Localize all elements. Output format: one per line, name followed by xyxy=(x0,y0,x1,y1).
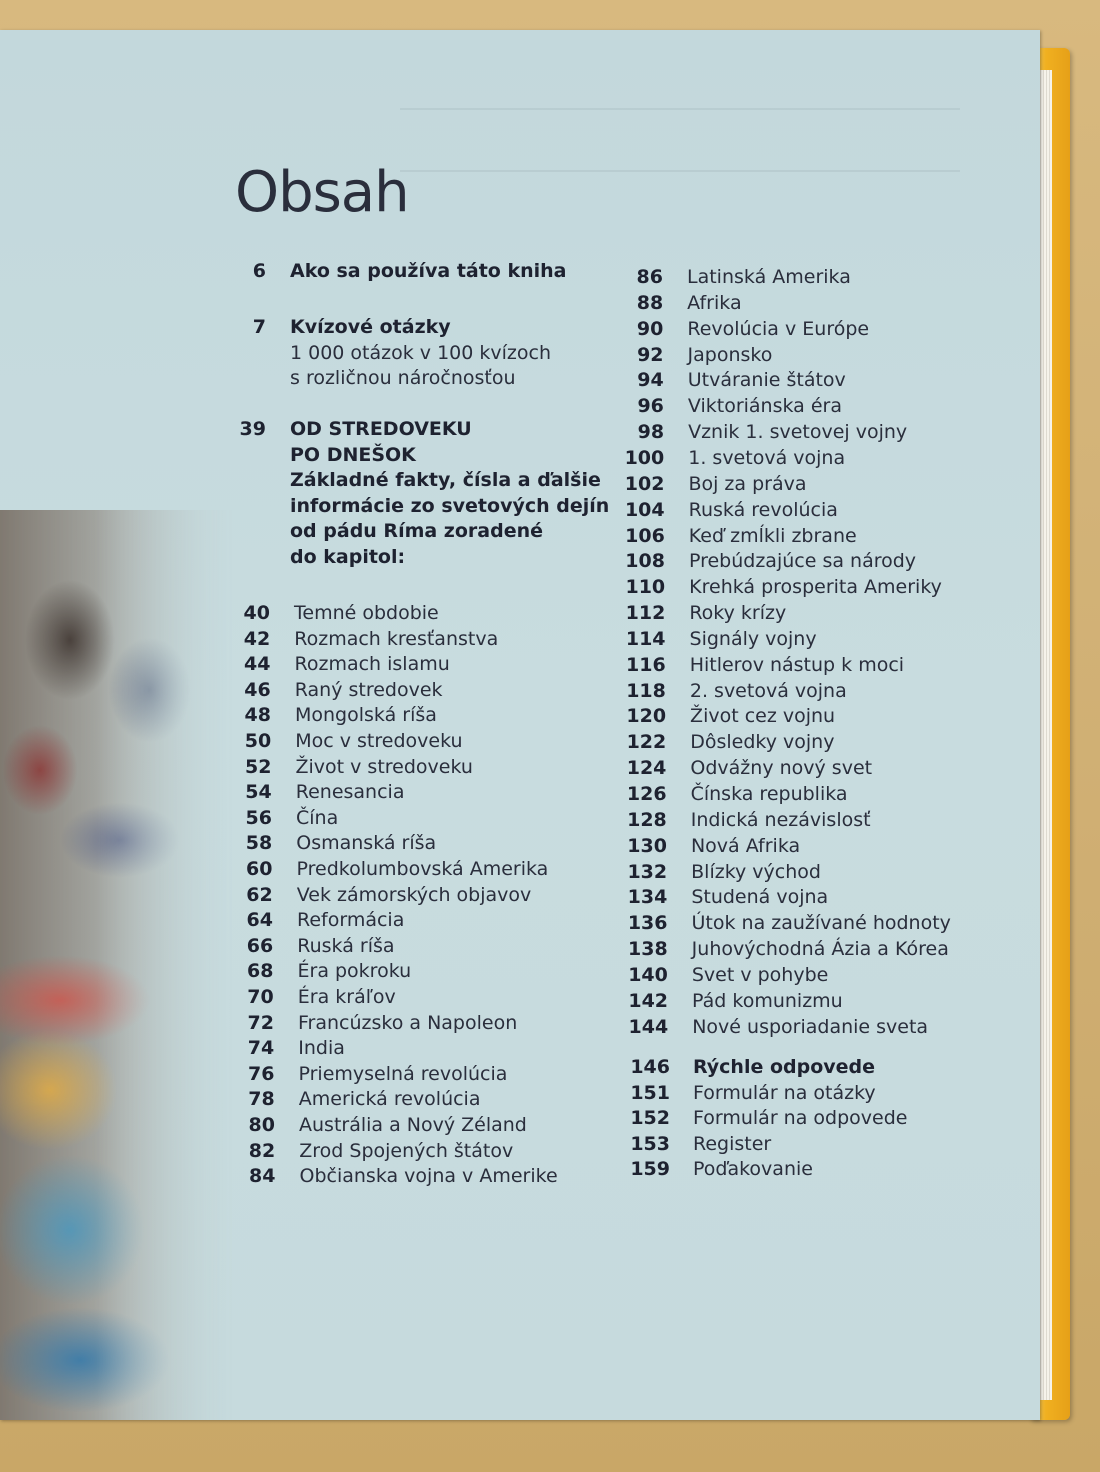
toc-entry-label: Viktoriánska éra xyxy=(687,395,842,418)
toc-entry-label: 1. svetová vojna xyxy=(688,446,846,469)
toc-page-number: 159 xyxy=(630,1158,670,1181)
toc-entry-label: Svet v pohybe xyxy=(691,963,829,986)
toc-entry-label: Rozmach islamu xyxy=(294,653,450,676)
toc-page-number: 80 xyxy=(248,1114,275,1136)
toc-entry-label: Revolúcia v Európe xyxy=(687,317,870,340)
toc-entry-label: PO DNEŠOK xyxy=(290,443,416,466)
toc-page-number: 70 xyxy=(247,986,274,1008)
toc-entry-label: Hitlerov nástup k moci xyxy=(689,653,905,676)
toc-entry-label: OD STREDOVEKU xyxy=(290,418,472,440)
toc-page-number: 108 xyxy=(625,550,665,573)
toc-page-number: 151 xyxy=(630,1081,670,1104)
toc-page-number: 62 xyxy=(246,883,273,906)
toc-page-number: 128 xyxy=(627,808,667,831)
toc-entry-label: Život v stredoveku xyxy=(295,755,473,778)
toc-page-number: 7 xyxy=(252,316,266,338)
toc-entry-label: Občianska vojna v Amerike xyxy=(299,1165,558,1188)
toc-entry-label: Americká revolúcia xyxy=(298,1088,481,1111)
toc-page-number: 39 xyxy=(239,418,266,440)
toc-page-number: 152 xyxy=(630,1107,670,1130)
toc-entry-label: Pád komunizmu xyxy=(692,989,843,1012)
toc-entry-label: Predkolumbovská Amerika xyxy=(296,858,549,880)
toc-entry-label: Nová Afrika xyxy=(690,834,801,857)
toc-page-number: 136 xyxy=(627,912,668,935)
toc-entry-label: Ako sa používa táto kniha xyxy=(290,260,567,282)
toc-page-number: 46 xyxy=(244,678,271,701)
toc-page-number: 118 xyxy=(626,679,666,702)
toc-page-number: 68 xyxy=(247,960,274,983)
toc-entry-label: Vek zámorských objavov xyxy=(296,883,532,906)
toc-page-number: 88 xyxy=(636,291,664,314)
toc-entry-label: Afrika xyxy=(687,291,742,314)
toc-page-number: 134 xyxy=(627,886,668,909)
toc-page-number: 50 xyxy=(244,730,272,752)
toc-page-number: 114 xyxy=(625,627,666,650)
toc-entry-label: Priemyselná revolúcia xyxy=(298,1062,508,1085)
toc-entry-label: India xyxy=(298,1037,345,1060)
toc-page-number: 76 xyxy=(248,1062,275,1085)
toc-entry-label: Raný stredovek xyxy=(294,678,443,701)
toc-entry-label: 1 000 otázok v 100 kvízoch xyxy=(290,341,551,364)
toc-entry-label: Čína xyxy=(296,806,339,829)
toc-page-number: 144 xyxy=(628,1015,669,1038)
toc-entry-label: Formulár na otázky xyxy=(693,1081,876,1104)
toc-page-number: 84 xyxy=(249,1165,276,1188)
toc-page-number: 54 xyxy=(245,781,272,804)
toc-page-number: 140 xyxy=(628,963,668,986)
toc-page-number: 60 xyxy=(246,858,273,880)
toc-entry-label: Kvízové otázky xyxy=(290,316,451,338)
toc-entry-label: Útok na zaužívané hodnoty xyxy=(691,912,951,935)
toc-entry-label: Francúzsko a Napoleon xyxy=(298,1011,518,1034)
toc-entry-label: Život cez vojnu xyxy=(690,705,836,728)
toc-entry-label: Formulár na odpovede xyxy=(693,1107,908,1130)
toc-page-number: 56 xyxy=(245,806,272,829)
toc-page-number: 48 xyxy=(244,704,271,727)
book-page xyxy=(0,30,1040,1420)
toc-page-number: 72 xyxy=(247,1011,274,1034)
toc-page-number: 98 xyxy=(637,421,665,444)
toc-page-number: 74 xyxy=(247,1037,275,1060)
toc-entry-label: Moc v stredoveku xyxy=(295,730,463,752)
toc-entry-label: 2. svetová vojna xyxy=(689,679,847,702)
toc-page-number: 86 xyxy=(636,266,663,288)
toc-page-number: 64 xyxy=(246,909,273,932)
toc-entry-label: Čínska republika xyxy=(690,783,848,805)
toc-entry-label: Rýchle odpovede xyxy=(693,1056,876,1078)
toc-page-number: 40 xyxy=(243,602,270,624)
toc-entry-label: Základné fakty, čísla a ďalšie xyxy=(290,469,601,491)
toc-page-number: 116 xyxy=(626,653,666,676)
toc-entry-label: Temné obdobie xyxy=(294,602,439,624)
toc-entry-label: Ruská revolúcia xyxy=(688,498,838,521)
toc-entry-label: Renesancia xyxy=(295,781,405,804)
toc-entry-label: Nové usporiadanie sveta xyxy=(692,1015,929,1038)
toc-page-number: 104 xyxy=(624,498,665,521)
toc-entry-label: Osmanská ríša xyxy=(296,832,437,855)
toc-entry-label: Zrod Spojených štátov xyxy=(299,1139,514,1162)
toc-entry-label: Dôsledky vojny xyxy=(690,731,835,754)
toc-page-number: 124 xyxy=(626,757,667,780)
toc-page-number: 90 xyxy=(636,317,664,340)
toc-entry-label: Studená vojna xyxy=(691,886,829,909)
toc-entry-label: Austrália a Nový Zéland xyxy=(299,1114,527,1136)
toc-entry-label: Register xyxy=(693,1132,772,1155)
toc-entry-label: Boj za práva xyxy=(688,472,807,495)
toc-page-number: 112 xyxy=(625,602,666,625)
toc-page-number: 126 xyxy=(626,783,667,805)
toc-entry-label: Signály vojny xyxy=(689,627,817,650)
toc-page-number: 106 xyxy=(625,524,665,547)
toc-page-number: 92 xyxy=(637,343,664,366)
toc-entry-label: Ruská ríša xyxy=(297,934,395,957)
toc-page-number: 78 xyxy=(248,1088,275,1111)
toc-page-number: 138 xyxy=(628,938,668,961)
toc-page-number: 94 xyxy=(637,369,664,392)
toc-page-number: 132 xyxy=(627,860,668,883)
toc-entry-label: Éra pokroku xyxy=(297,960,412,983)
toc-page-number: 6 xyxy=(252,260,266,282)
toc-page-number: 102 xyxy=(624,472,665,495)
toc-entry-label: Odvážny nový svet xyxy=(690,757,873,780)
toc-entry-label: Juhovýchodná Ázia a Kórea xyxy=(691,938,949,961)
toc-page-number: 110 xyxy=(625,576,666,599)
toc-entry-label: Latinská Amerika xyxy=(687,266,851,288)
toc-page-number: 44 xyxy=(244,653,271,676)
toc-entry-label: Reformácia xyxy=(297,909,405,932)
toc-entry-label: Roky krízy xyxy=(689,602,787,625)
toc-entry-label: Vznik 1. svetovej vojny xyxy=(688,421,908,444)
berlin-wall-photo xyxy=(0,510,240,1420)
toc-page-number: 58 xyxy=(245,832,273,855)
toc-page-number: 100 xyxy=(624,446,665,469)
toc-entry-label: s rozličnou náročnosťou xyxy=(290,367,516,389)
toc-page-number: 52 xyxy=(245,755,272,778)
toc-page-number: 130 xyxy=(627,834,667,857)
toc-page-number: 122 xyxy=(626,731,667,754)
toc-entry-label: Krehká prosperita Ameriky xyxy=(689,576,942,599)
toc-entry-label: do kapitol: xyxy=(290,545,406,568)
toc-page-number: 146 xyxy=(630,1056,670,1078)
toc-entry-label: Utváranie štátov xyxy=(687,369,846,392)
toc-entry-label: Japonsko xyxy=(687,343,773,366)
toc-entry-label: Éra kráľov xyxy=(297,986,396,1008)
toc-page-number: 42 xyxy=(243,627,271,650)
toc-entry-label: informácie zo svetových dejín xyxy=(290,494,610,517)
page-title: Obsah xyxy=(235,160,409,225)
toc-entry-label: Keď zmĺkli zbrane xyxy=(688,524,857,547)
toc-entry-label: Prebúdzajúce sa národy xyxy=(688,550,917,573)
toc-entry-label: od pádu Ríma zoradené xyxy=(290,520,544,542)
toc-page-number: 142 xyxy=(628,989,669,1012)
toc-entry-label: Indická nezávislosť xyxy=(690,808,871,831)
toc-page-number: 82 xyxy=(248,1139,276,1162)
toc-page-number: 96 xyxy=(637,395,664,418)
toc-page-number: 153 xyxy=(630,1132,670,1155)
show-through-text xyxy=(400,108,960,172)
toc-page-number: 120 xyxy=(626,705,667,728)
toc-entry-label: Blízky východ xyxy=(691,860,821,883)
toc-entry-label: Rozmach kresťanstva xyxy=(294,627,499,650)
toc-page-number: 66 xyxy=(246,934,274,957)
toc-entry-label: Mongolská ríša xyxy=(295,704,437,727)
toc-entry-label: Poďakovanie xyxy=(693,1158,813,1181)
